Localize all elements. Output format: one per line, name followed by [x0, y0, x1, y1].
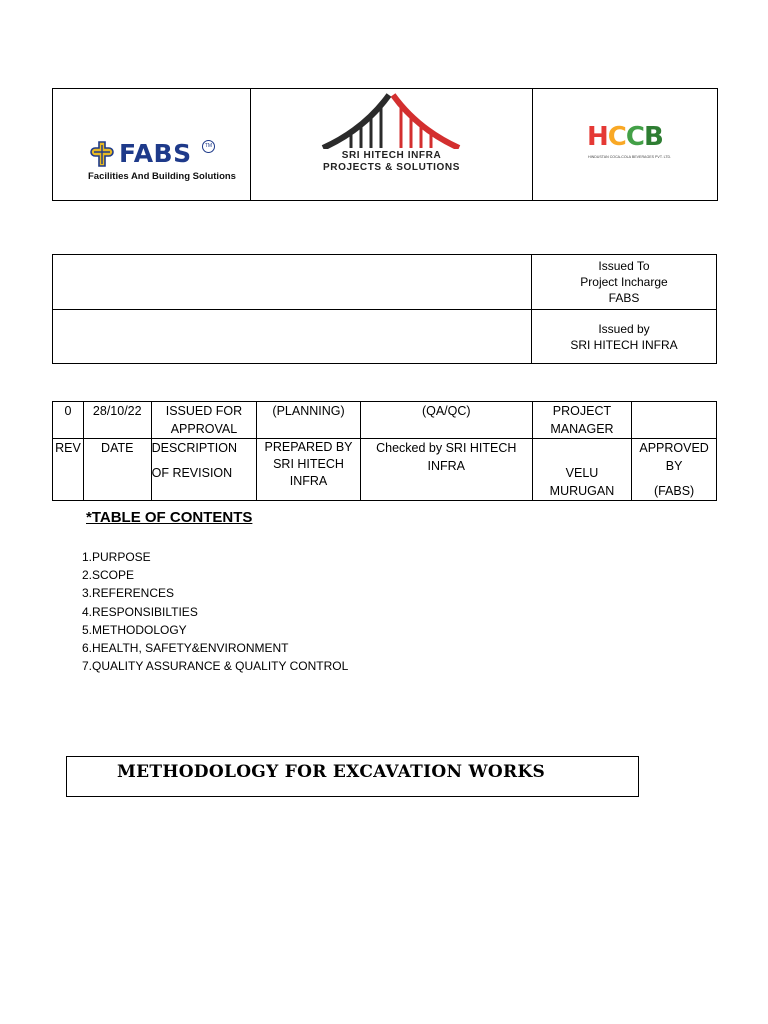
issued-blank-cell — [53, 310, 532, 364]
hccb-logo-cell — [533, 89, 718, 201]
toc-title: *TABLE OF CONTENTS — [86, 509, 253, 526]
hccb-letter-c1: C — [607, 122, 626, 152]
hccb-logo-subtitle: HINDUSTAN COCA-COLA BEVERAGES PVT. LTD. — [588, 155, 672, 159]
issued-by-label: Issued by — [598, 321, 650, 336]
document-title-box — [66, 756, 639, 797]
document-title: METHODOLOGY FOR EXCAVATION WORKS — [117, 762, 546, 782]
approved-header-line2: (FABS) — [653, 484, 695, 498]
toc-item: 6.HEALTH, SAFETY&ENVIRONMENT — [82, 640, 289, 655]
checked-header: Checked by SRI HITECH INFRA — [360, 439, 532, 501]
hccb-logo — [533, 89, 717, 200]
bridge-arch-icon — [321, 93, 461, 149]
description-header-line2: OF REVISION — [151, 466, 233, 480]
date-cell: 28/10/22 — [83, 402, 151, 439]
approved-header — [632, 439, 717, 501]
date-header: DATE — [83, 439, 151, 501]
issued-to-cell — [532, 255, 717, 310]
approved-header-line1: APPROVED BY — [639, 441, 709, 473]
issued-blank-cell — [53, 255, 532, 310]
fabs-logo — [53, 89, 250, 200]
rev-cell: 0 — [53, 402, 84, 439]
revision-table — [52, 401, 717, 501]
sri-hitech-logo-line2: PROJECTS & SOLUTIONS — [322, 162, 460, 173]
issued-table — [52, 254, 717, 364]
description-header — [151, 439, 257, 501]
toc-item: 1.PURPOSE — [82, 550, 151, 564]
issued-to-role: Project Incharge — [580, 275, 668, 289]
issued-by-org: SRI HITECH INFRA — [570, 337, 678, 352]
rev-header: REV — [53, 439, 84, 501]
manager-cell: PROJECT MANAGER — [532, 402, 631, 439]
toc-item: 4.RESPONSIBILTIES — [82, 604, 198, 619]
manager-name: VELU MURUGAN — [549, 466, 615, 498]
toc-item: 3.REFERENCES — [82, 586, 175, 601]
hccb-letter-b: B — [643, 122, 663, 152]
revision-row — [53, 402, 717, 439]
toc-item: 5.METHODOLOGY — [82, 622, 187, 637]
sri-hitech-logo-cell — [251, 89, 533, 201]
sri-hitech-logo-line1: SRI HITECH INFRA — [341, 150, 442, 161]
sri-hitech-logo — [251, 89, 532, 200]
fabs-trademark: TM — [202, 140, 215, 153]
fabs-logo-name: FABS — [119, 139, 192, 168]
checked-cell: (QA/QC) — [360, 402, 532, 439]
toc-list — [82, 548, 348, 675]
manager-header — [532, 439, 631, 501]
issued-to-label: Issued To — [598, 259, 650, 273]
fabs-tagline: Facilities And Building Solutions — [88, 171, 236, 182]
approved-cell — [632, 402, 717, 439]
hccb-letter-c2: C — [625, 122, 644, 152]
fabs-logo-cell — [53, 89, 251, 201]
toc-item: 2.SCOPE — [82, 568, 135, 583]
description-cell: ISSUED FOR APPROVAL — [151, 402, 257, 439]
revision-header-row — [53, 439, 717, 501]
issued-to-org: FABS — [608, 291, 640, 305]
prepared-header: PREPARED BY SRI HITECH INFRA — [257, 439, 360, 501]
toc-item: 7.QUALITY ASSURANCE & QUALITY CONTROL — [82, 659, 349, 674]
hccb-logo-word — [587, 122, 663, 152]
hccb-letter-h: H — [587, 122, 608, 152]
description-header-line1: DESCRIPTION — [151, 441, 238, 455]
prepared-cell: (PLANNING) — [257, 402, 360, 439]
fabs-cross-icon — [89, 141, 115, 167]
logo-header-table — [52, 88, 718, 201]
issued-by-cell — [532, 310, 717, 364]
